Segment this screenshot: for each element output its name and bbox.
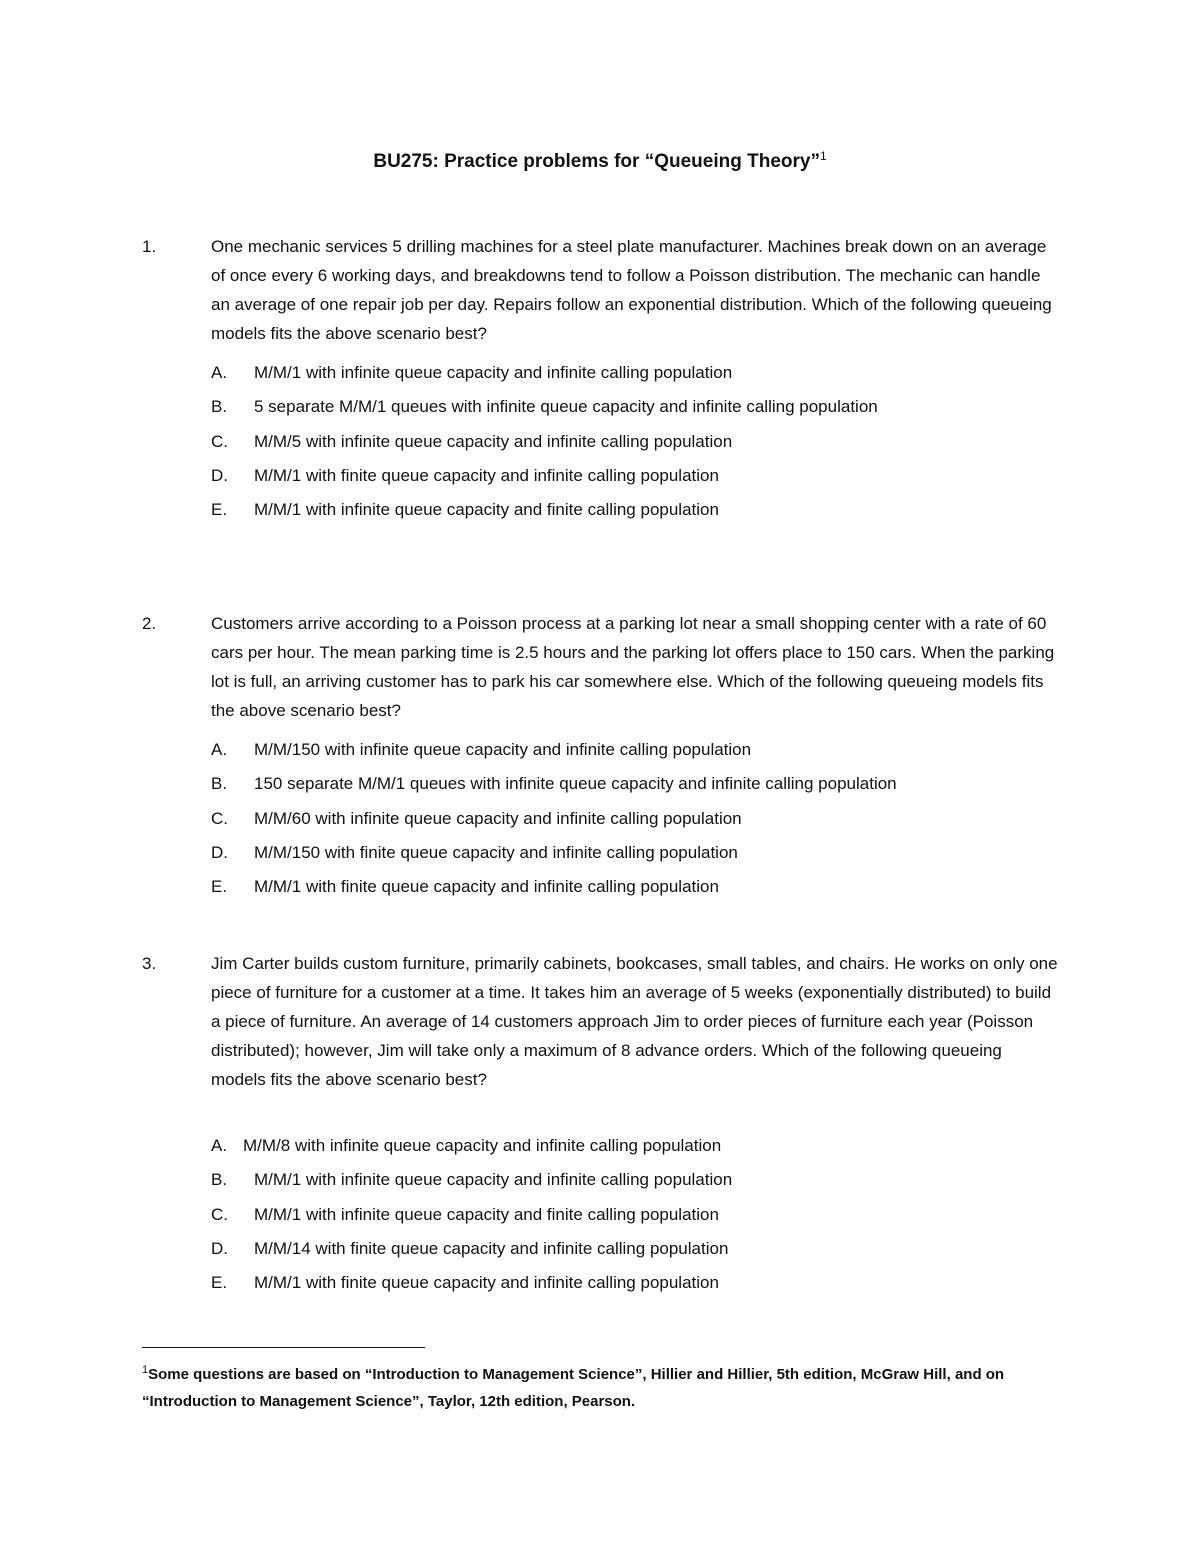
- question-3-options: [211, 1134, 1091, 1305]
- option-text: M/M/5 with infinite queue capacity and infinite calling population: [254, 431, 733, 451]
- option-2e: [211, 875, 1091, 909]
- question-text: Jim Carter builds custom furniture, primarily cabinets, bookcases, small tables, and chairs. He works on only one piece of furniture for a customer at a time. It takes him an average of 5 weeks (exponentially distributed) to build a piece of furniture. An average of 14 customers approach Jim to order pieces of furniture each year (Poisson distributed); however, Jim will take only a maximum of 8 advance orders. Which of the following queueing models fits the above scenario best?: [211, 954, 1058, 1089]
- option-letter: D.: [211, 1238, 228, 1258]
- option-1c: [211, 430, 1091, 464]
- option-letter: A.: [211, 740, 228, 759]
- option-letter: A.: [211, 363, 228, 382]
- option-letter: B.: [211, 1170, 228, 1190]
- option-2a: [211, 738, 1091, 772]
- option-letter: E.: [211, 877, 228, 897]
- title-footnote-marker: 1: [819, 149, 827, 163]
- title-text: BU275: Practice problems for “Queueing Theory”: [373, 151, 820, 172]
- option-text: 150 separate M/M/1 queues with infinite queue capacity and infinite calling population: [254, 774, 897, 794]
- option-text: M/M/60 with infinite queue capacity and infinite calling population: [254, 808, 742, 828]
- question-text: Customers arrive according to a Poisson process at a parking lot near a small shopping center with a rate of 60 cars per hour. The mean parking time is 2.5 hours and the parking lot offers place to 150 cars. When the parking lot is full, an arriving customer has to park his car somewhere else. Which of the following queueing models fits the above scenario best?: [211, 614, 1055, 720]
- option-letter: B.: [211, 397, 228, 417]
- option-1e: [211, 498, 1091, 532]
- option-text: M/M/14 with finite queue capacity and infinite calling population: [254, 1238, 729, 1258]
- option-text: M/M/1 with finite queue capacity and infinite calling population: [254, 465, 719, 485]
- question-number: 2.: [142, 614, 157, 633]
- option-text: M/M/1 with finite queue capacity and infinite calling population: [254, 1273, 719, 1293]
- footnote-separator: [142, 1347, 425, 1348]
- option-3b: [211, 1168, 1091, 1202]
- option-2d: [211, 841, 1091, 875]
- option-1b: [211, 395, 1091, 429]
- option-text: M/M/1 with infinite queue capacity and finite calling population: [254, 500, 719, 520]
- question-text: One mechanic services 5 drilling machines for a steel plate manufacturer. Machines break down on an average of once every 6 working days, and breakdowns tend to follow a Poisson distribution. The mechanic can handle an average of one repair job per day. Repairs follow an exponential distribution. Which of the following queueing models fits the above scenario best?: [211, 237, 1052, 343]
- footnote-marker: 1: [142, 1364, 149, 1376]
- option-3e: [211, 1271, 1091, 1305]
- footnote-text: Some questions are based on “Introduction to Management Science”, Hillier and Hillier, 5th edition, McGraw Hill, and on “Introduction to Management Science”, Taylor, 12th edition, Pearson.: [142, 1366, 1005, 1410]
- option-text: M/M/1 with finite queue capacity and infinite calling population: [254, 877, 719, 897]
- question-number: 3.: [142, 954, 157, 973]
- option-3c: [211, 1203, 1091, 1237]
- option-letter: E.: [211, 1273, 228, 1293]
- option-text: M/M/150 with infinite queue capacity and infinite calling population: [254, 740, 752, 759]
- question-1-options: [211, 361, 1091, 532]
- option-letter: C.: [211, 808, 228, 828]
- option-3a: [211, 1134, 1091, 1168]
- option-letter: D.: [211, 842, 228, 862]
- option-1a: [211, 361, 1091, 395]
- option-letter: D.: [211, 465, 228, 485]
- option-letter: B.: [211, 774, 228, 794]
- option-letter: A.: [211, 1136, 228, 1155]
- question-number: 1.: [142, 237, 157, 256]
- option-2b: [211, 772, 1091, 806]
- option-text: 5 separate M/M/1 queues with infinite queue capacity and infinite calling population: [254, 397, 878, 417]
- option-letter: E.: [211, 500, 228, 520]
- option-text: M/M/1 with infinite queue capacity and infinite calling population: [254, 1170, 733, 1190]
- option-3d: [211, 1237, 1091, 1271]
- footnote: [142, 1361, 1042, 1415]
- option-text: M/M/1 with infinite queue capacity and finite calling population: [254, 1204, 719, 1224]
- option-text: M/M/150 with finite queue capacity and infinite calling population: [254, 842, 738, 862]
- option-text: M/M/8 with infinite queue capacity and infinite calling population: [243, 1136, 722, 1155]
- option-1d: [211, 464, 1091, 498]
- option-letter: C.: [211, 1204, 228, 1224]
- question-2-options: [211, 738, 1091, 909]
- option-letter: C.: [211, 431, 228, 451]
- page-title: [0, 148, 1200, 176]
- option-text: M/M/1 with infinite queue capacity and infinite calling population: [254, 363, 733, 382]
- option-2c: [211, 807, 1091, 841]
